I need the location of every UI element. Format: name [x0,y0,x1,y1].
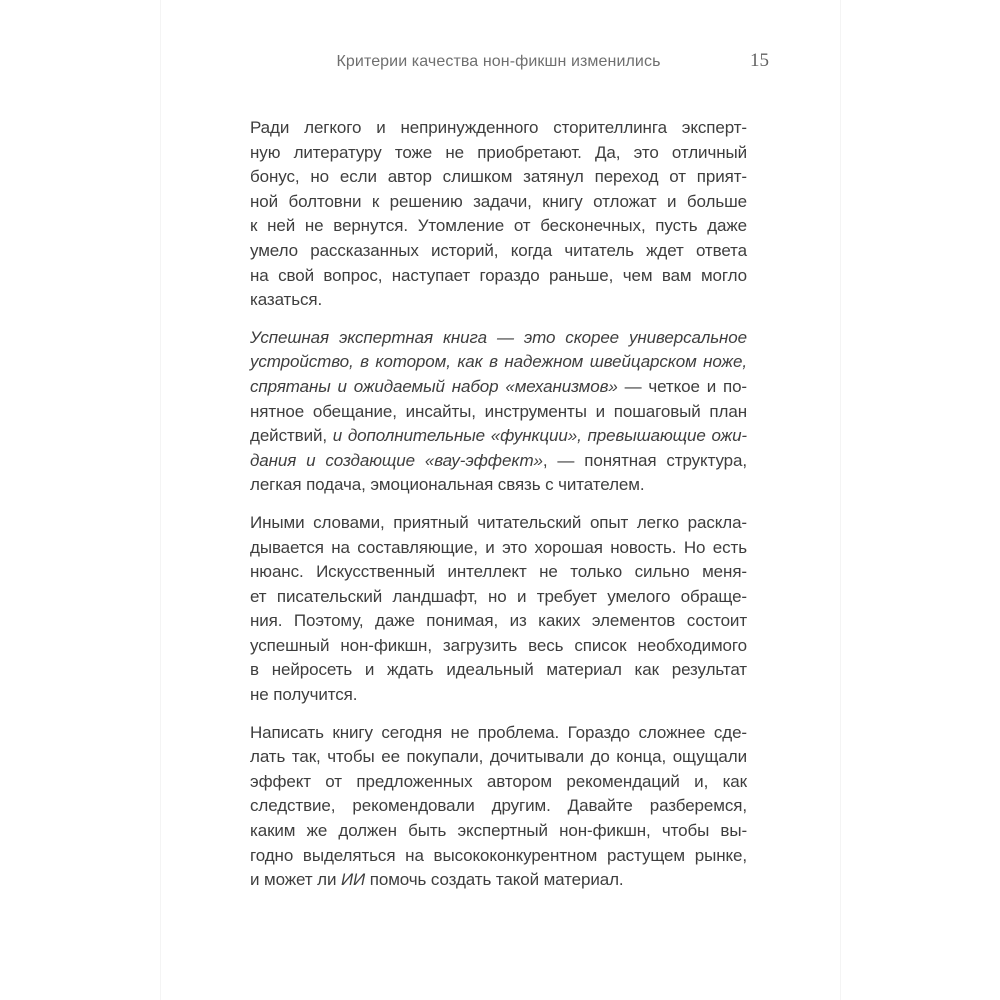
text-segment: ния. Поэтому, даже понимая, из каких элементов состоит [250,611,747,631]
text-line [250,239,747,264]
text-line [250,288,747,313]
text-line [250,745,747,770]
text-segment: успешный нон-фикшн, загрузить весь список необходимого [250,635,747,655]
italic-text-segment: ИИ [340,870,366,890]
text-segment: Иными словами, приятный читательский опыт легко раскла- [250,512,747,532]
text-segment: ет писательский ландшафт, но и требует умелого обраще- [250,586,747,606]
text-line [250,770,747,795]
text-segment: и может ли [250,870,341,890]
text-segment: — четкое и по- [617,376,747,396]
text-line [250,375,747,400]
text-segment: лать так, чтобы ее покупали, дочитывали до конца, ощущали [250,747,747,767]
text-line [250,326,747,351]
text-segment: не получится. [250,685,358,705]
text-line [250,214,747,239]
text-segment: на свой вопрос, наступает гораздо раньше, чем вам могло [250,265,747,285]
text-line [250,683,747,708]
text-line [250,560,747,585]
text-line [250,634,747,659]
italic-text-segment: спрятаны и ожидаемый набор «механизмов» [250,376,618,396]
paragraph [250,511,747,708]
text-line [250,609,747,634]
text-line [250,190,747,215]
text-segment: нятное обещание, инсайты, инструменты и пошаговый план [250,401,747,421]
text-line [250,585,747,610]
text-line [250,868,747,893]
italic-text-segment: и дополнительные «функции», превышающие ожи- [332,426,747,446]
text-segment: к ней не вернутся. Утомление от бесконечных, пусть даже [250,216,747,236]
italic-text-segment: Успешная экспертная книга — это скорее универсальное [250,327,747,347]
text-segment: ной болтовни к решению задачи, книгу отложат и больше [250,191,747,211]
text-segment: нюанс. Искусственный интеллект не только сильно меня- [250,562,747,582]
text-line [250,424,747,449]
paragraph [250,721,747,893]
text-segment: Написать книгу сегодня не проблема. Гораздо сложнее сде- [250,722,747,742]
text-line [250,473,747,498]
text-segment: умело рассказанных историй, когда читатель ждет ответа [250,240,747,260]
text-segment: дывается на составляющие, и это хорошая новость. Но есть [250,537,747,557]
text-segment: ную литературу тоже не приобретают. Да, это отличный [250,142,747,162]
text-line [250,165,747,190]
text-line [250,511,747,536]
text-line [250,794,747,819]
text-segment: Ради легкого и непринужденного сторителлинга эксперт- [250,118,747,137]
text-segment: эффект от предложенных автором рекомендаций и, как [250,771,747,791]
text-line [250,264,747,289]
text-segment: , — понятная структура, [542,450,748,470]
text-line [250,141,747,166]
text-line [250,116,747,141]
text-line [250,449,747,474]
text-line [250,350,747,375]
text-segment: в нейросеть и ждать идеальный материал как результат [250,660,747,680]
italic-text-segment: устройство, в котором, как в надежном швейцарском ноже, [250,352,747,372]
running-header-title: Критерии качества нон-фикшн изменились [336,53,661,70]
text-line [250,721,747,746]
text-line [250,844,747,869]
page-edge-right [840,0,841,1000]
page-number: 15 [750,50,769,71]
text-segment: легкая подача, эмоциональная связь с читателем. [250,475,645,495]
italic-text-segment: дания и создающие «вау-эффект» [250,450,543,470]
text-segment: следствие, рекомендовали другим. Давайте разберемся, [250,796,747,816]
text-line [250,400,747,425]
body-text [250,116,747,893]
paragraph [250,326,747,498]
text-line [250,658,747,683]
paragraph [250,116,747,313]
text-line [250,819,747,844]
text-segment: казаться. [250,290,323,310]
text-segment: годно выделяться на высококонкурентном растущем рынке, [250,845,747,865]
text-segment: действий, [250,426,333,446]
page-edge-left [160,0,161,1000]
text-segment: каким же должен быть экспертный нон-фикшн, чтобы вы- [250,821,747,841]
text-segment: бонус, но если автор слишком затянул переход от прият- [250,167,747,187]
text-segment: помочь создать такой материал. [365,870,624,890]
text-line [250,536,747,561]
